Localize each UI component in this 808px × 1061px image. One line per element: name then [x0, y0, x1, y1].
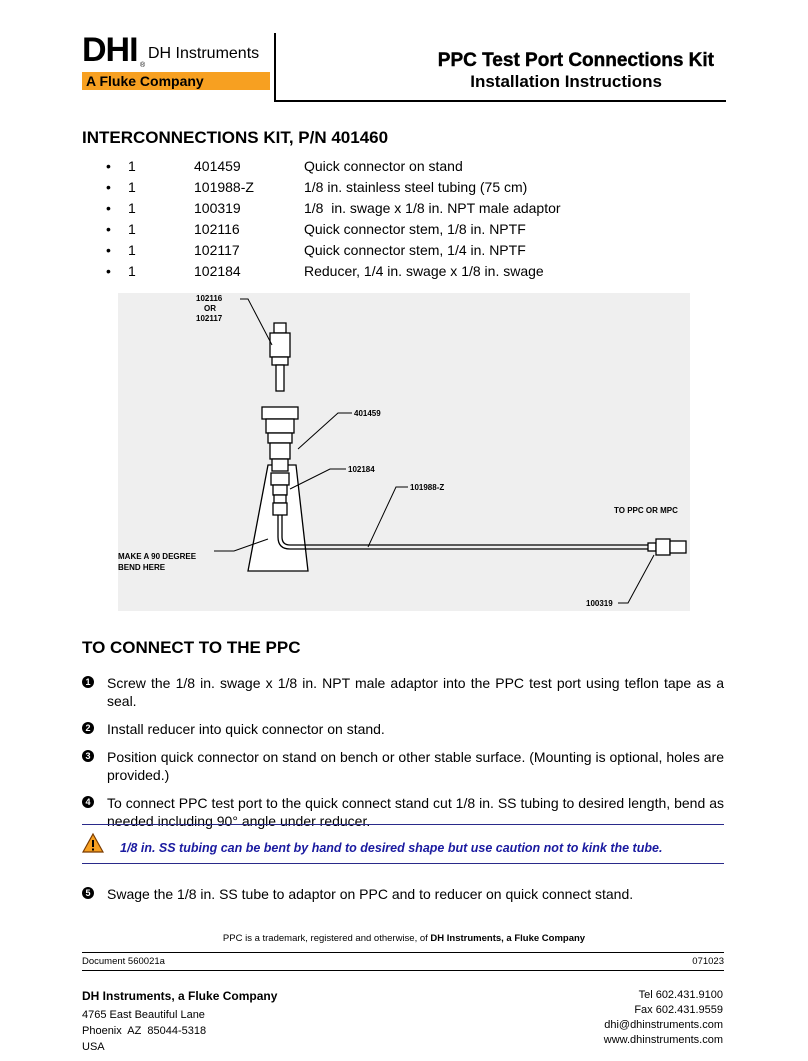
label-adaptor: 100319 — [586, 599, 613, 608]
part-qty: 1 — [128, 179, 136, 195]
part-qty: 1 — [128, 263, 136, 279]
label-bend-1: MAKE A 90 DEGREE — [118, 552, 197, 561]
bullet: • — [106, 200, 111, 216]
bullet: • — [106, 221, 111, 237]
assembly-drawing — [118, 293, 690, 611]
list-item — [82, 261, 722, 282]
step-number: 2 — [82, 722, 94, 734]
list-item — [82, 177, 722, 198]
list-item — [82, 240, 722, 261]
step-item — [82, 748, 724, 784]
part-qty: 1 — [128, 221, 136, 237]
trademark-prefix: PPC is a trademark, registered and otherwise, of — [222, 933, 431, 944]
connector-body — [266, 419, 294, 433]
label-stem-2: 102117 — [196, 314, 223, 323]
part-description: Quick connector stem, 1/8 in. NPTF — [304, 221, 526, 237]
part-number: 401459 — [194, 158, 241, 174]
step-number: 3 — [82, 750, 94, 762]
step-item — [82, 885, 724, 903]
tubing-inner — [282, 515, 648, 545]
step-number: 1 — [82, 676, 94, 688]
tubing-outer — [278, 515, 648, 549]
footer-rule-top — [82, 952, 724, 953]
bullet: • — [106, 179, 111, 195]
part-qty: 1 — [128, 200, 136, 216]
warning-triangle-icon — [82, 832, 104, 854]
label-stem-1: 102116 — [196, 294, 223, 303]
label-tubing: 101988-Z — [410, 483, 445, 492]
step-text: Swage the 1/8 in. SS tube to adaptor on PPC and to reducer on quick connect stand. — [107, 886, 634, 902]
step-text: Position quick connector on stand on bench or other stable surface. (Mounting is optional, holes are provided.) — [107, 749, 724, 783]
header-underline — [274, 100, 726, 102]
connector-ring — [268, 433, 292, 443]
label-or: OR — [204, 304, 216, 313]
adaptor-ferrule — [648, 543, 656, 551]
header-divider — [274, 33, 276, 101]
document-date: 071023 — [692, 956, 724, 967]
company-logo — [82, 30, 270, 90]
logo-mark: DHI — [82, 31, 138, 69]
address-line: Phoenix AZ 85044-5318 — [82, 1025, 207, 1037]
part-description: Quick connector on stand — [304, 158, 463, 174]
company-name: DH Instruments, a Fluke Company — [82, 989, 278, 1003]
step-text: Install reducer into quick connector on stand. — [107, 721, 385, 737]
reducer-top — [271, 473, 289, 485]
email-link[interactable]: dhi@dhinstruments.com — [604, 1019, 723, 1031]
stem-collar — [272, 357, 288, 365]
company-contact — [604, 988, 723, 1048]
part-number: 101988-Z — [194, 179, 254, 195]
list-item — [82, 156, 722, 177]
label-reducer: 102184 — [348, 465, 375, 474]
steps-list — [82, 674, 724, 830]
website-link[interactable]: www.dhinstruments.com — [603, 1034, 723, 1046]
part-number: 102117 — [194, 242, 240, 258]
stem-hex-body — [270, 333, 290, 357]
logo-tagline: A Fluke Company — [86, 73, 204, 89]
step-text: Screw the 1/8 in. swage x 1/8 in. NPT male adaptor into the PPC test port using teflon tape as a seal. — [107, 675, 724, 709]
leader-tubing — [368, 487, 408, 547]
part-number: 102184 — [194, 263, 241, 279]
step-item — [82, 674, 724, 710]
step-text: To connect PPC test port to the quick connect stand cut 1/8 in. SS tubing to desired length, bend as needed including 90° angle under reducer. — [107, 795, 724, 829]
fax: Fax 602.431.9559 — [634, 1004, 723, 1016]
kit-section-title: INTERCONNECTIONS KIT, P/N 401460 — [82, 128, 389, 147]
part-number: 100319 — [194, 200, 241, 216]
address-line: 4765 East Beautiful Lane — [82, 1009, 205, 1021]
address-line: USA — [82, 1041, 105, 1053]
connector-hex — [270, 443, 290, 459]
parts-list — [82, 156, 722, 282]
step-item — [82, 720, 724, 738]
part-description: Reducer, 1/4 in. swage x 1/8 in. swage — [304, 263, 544, 279]
list-item — [82, 198, 722, 219]
label-to-ppc: TO PPC OR MPC — [614, 506, 678, 515]
label-stand: 401459 — [354, 409, 381, 418]
part-qty: 1 — [128, 242, 136, 258]
caution-text: 1/8 in. SS tubing can be bent by hand to desired shape but use caution not to kink the tube. — [120, 841, 663, 855]
step-number: 4 — [82, 796, 94, 808]
stem-top-nut — [274, 323, 286, 333]
part-qty: 1 — [128, 158, 136, 174]
document-subtitle: Installation Instructions — [470, 72, 662, 91]
connector-nut — [272, 459, 288, 471]
phone: Tel 602.431.9100 — [638, 989, 723, 1001]
document-number: Document 560021a — [82, 956, 165, 967]
label-bend-2: BEND HERE — [118, 563, 166, 572]
bullet: • — [106, 263, 111, 279]
logo-registered-mark: ® — [140, 62, 146, 69]
leader-adaptor — [618, 555, 654, 603]
connector-cap — [262, 407, 298, 419]
step-number: 5 — [82, 887, 94, 899]
stem-shaft — [276, 365, 284, 391]
footer-rule-bottom — [82, 970, 724, 971]
reducer-bottom — [273, 503, 287, 515]
part-description: 1/8 in. stainless steel tubing (75 cm) — [304, 179, 528, 195]
caution-note — [82, 824, 724, 864]
document-title: PPC Test Port Connections Kit — [437, 50, 714, 71]
trademark-company: DH Instruments, a Fluke Company — [430, 933, 586, 944]
adaptor-hex — [656, 539, 670, 555]
trademark-note — [0, 933, 808, 944]
leader-stand — [298, 413, 352, 449]
reducer-ferrule — [274, 495, 286, 503]
part-description: Quick connector stem, 1/4 in. NPTF — [304, 242, 526, 258]
bullet: • — [106, 158, 111, 174]
connect-section-title: TO CONNECT TO THE PPC — [82, 638, 301, 657]
reducer-mid — [273, 485, 287, 495]
leader-stem — [240, 299, 272, 345]
list-item — [82, 219, 722, 240]
assembly-diagram — [118, 293, 690, 611]
part-number: 102116 — [194, 221, 240, 237]
logo-company-name: DH Instruments — [148, 45, 260, 62]
adaptor-thread — [670, 541, 686, 553]
final-step — [82, 885, 724, 903]
part-description: 1/8 in. swage x 1/8 in. NPT male adaptor — [304, 200, 561, 216]
company-address — [82, 988, 277, 1055]
bullet: • — [106, 242, 111, 258]
